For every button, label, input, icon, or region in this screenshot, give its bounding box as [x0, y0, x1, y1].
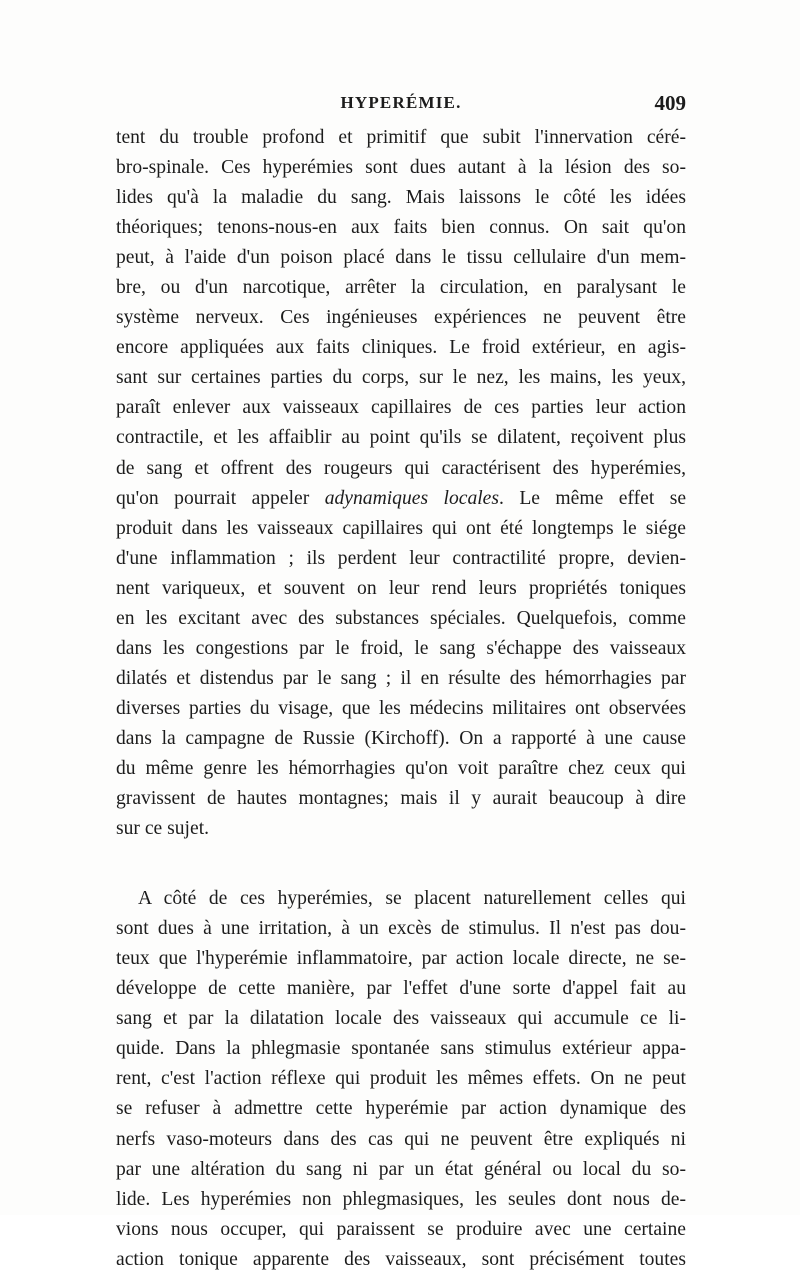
text-line: se refuser à admettre cette hyperémie par action dynamique des — [116, 1098, 686, 1120]
text-line: vions nous occuper, qui paraissent se produire avec une certaine — [116, 1218, 686, 1240]
text-line: encore appliquées aux faits cliniques. Le froid extérieur, en agis- — [116, 337, 686, 359]
text-line: quide. Dans la phlegmasie spontanée sans stimulus extérieur appa- — [116, 1038, 686, 1060]
text-line: du même genre les hémorrhagies qu'on voit paraître chez ceux qui — [116, 757, 686, 779]
text-line: lides qu'à la maladie du sang. Mais laissons le côté les idées — [116, 187, 686, 209]
text-line: nent variqueux, et souvent on leur rend leurs propriétés toniques — [116, 577, 686, 599]
body-text — [116, 123, 686, 1275]
text-line: A côté de ces hyperémies, se placent naturellement celles qui — [138, 888, 686, 910]
text-line: tent du trouble profond et primitif que subit l'innervation céré- — [116, 127, 686, 148]
text-line: dans les congestions par le froid, le sang s'échappe des vaisseaux — [116, 637, 686, 659]
text-line: dilatés et distendus par le sang ; il en résulte des hémorrhagies par — [116, 667, 686, 689]
text-line: sont dues à une irritation, à un excès de stimulus. Il n'est pas dou- — [116, 918, 686, 940]
text-line: nerfs vaso-moteurs dans des cas qui ne peuvent être expliqués ni — [116, 1128, 686, 1150]
paragraph-gap — [116, 844, 686, 884]
italic-term: adynamiques locales — [324, 487, 500, 509]
page-header — [116, 93, 686, 123]
text-line: dans la campagne de Russie (Kirchoff). On a rapporté à une cause — [116, 727, 686, 749]
text-span: . Le même effet se — [499, 487, 686, 509]
text-line: contractile, et les affaiblir au point qu'ils se dilatent, reçoivent plus — [116, 427, 686, 449]
text-line: sur ce sujet. — [116, 818, 210, 840]
text-line: rent, c'est l'action réflexe qui produit les mêmes effets. On ne peut — [116, 1068, 686, 1090]
paragraph-1 — [116, 123, 686, 844]
text-line: théoriques; tenons-nous-en aux faits bien connus. On sait qu'on — [116, 217, 686, 239]
text-line: peut, à l'aide d'un poison placé dans le tissu cellulaire d'un mem- — [116, 247, 686, 269]
text-line: par une altération du sang ni par un état général ou local du so- — [116, 1158, 686, 1180]
text-line: développe de cette manière, par l'effet d'une sorte d'appel fait au — [116, 978, 686, 1000]
paragraph-2 — [116, 884, 686, 1275]
text-line: produit dans les vaisseaux capillaires qui ont été longtemps le siége — [116, 517, 686, 539]
text-line-italic — [116, 484, 686, 514]
text-line: bro-spinale. Ces hyperémies sont dues autant à la lésion des so- — [116, 157, 686, 179]
running-head: HYPERÉMIE. — [340, 93, 462, 112]
text-line: gravissent de hautes montagnes; mais il y aurait beaucoup à dire — [116, 788, 686, 810]
text-line: sant sur certaines parties du corps, sur le nez, les mains, les yeux, — [116, 367, 686, 389]
text-line: en les excitant avec des substances spéciales. Quelquefois, comme — [116, 607, 686, 629]
text-line: lide. Les hyperémies non phlegmasiques, les seules dont nous de- — [116, 1188, 686, 1210]
text-line: teux que l'hyperémie inflammatoire, par action locale directe, ne se- — [116, 948, 686, 970]
text-line: système nerveux. Ces ingénieuses expériences ne peuvent être — [116, 307, 686, 329]
text-span: qu'on pourrait appeler — [116, 487, 325, 509]
text-line: d'une inflammation ; ils perdent leur contractilité propre, devien- — [116, 547, 686, 569]
text-line: bre, ou d'un narcotique, arrêter la circulation, en paralysant le — [116, 277, 686, 299]
text-line: diverses parties du visage, que les médecins militaires ont observées — [116, 697, 686, 719]
text-line: sang et par la dilatation locale des vaisseaux qui accumule ce li- — [116, 1008, 686, 1030]
text-line: de sang et offrent des rougeurs qui caractérisent des hyperémies, — [116, 457, 686, 479]
page-number: 409 — [654, 91, 686, 115]
text-line: action tonique apparente des vaisseaux, sont précisément toutes — [116, 1248, 686, 1270]
text-line: paraît enlever aux vaisseaux capillaires de ces parties leur action — [116, 397, 686, 419]
